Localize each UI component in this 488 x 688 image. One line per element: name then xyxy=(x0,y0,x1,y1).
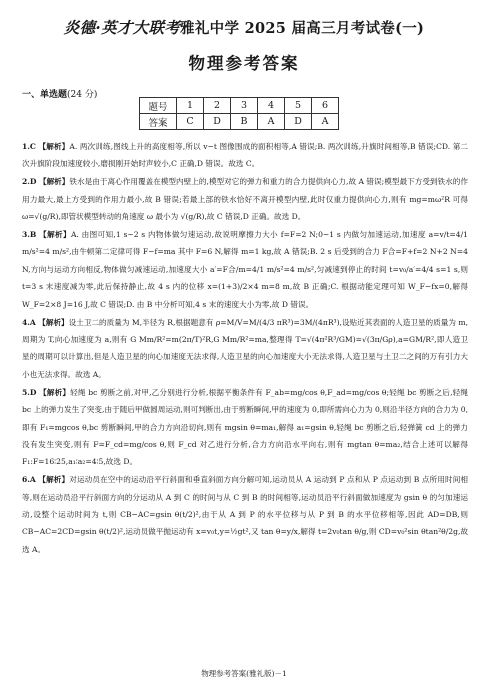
solution-tag: 【解析】 xyxy=(39,387,71,397)
section-score-note: (24 分) xyxy=(67,90,98,100)
solution-tag: 【解析】 xyxy=(38,177,70,187)
solution-text: 对运动员在空中的运动沿平行斜面和垂直斜面方向分解可知,运动员从 A 运动到 P 点和从 P 点运动到 B 点所用时间相等,则在运动员沿平行斜面方向的分运动从 A 到 C 的时间与从 C 到 B 的时间相等,运动员沿平行斜面做加速度为 gsin θ 的匀加速运动,设整个运动时间为 t,则 CB−AC=gsin θ(t/2)²,由于从 A 到 P 的水平位移与从 P 到 B 的水平位移相等,因此 AD=DB,则 CB−AC=2CD=gsin θ(t/2)²,运动员做平抛运动有 x=v₀t,y=½gt²,又 tan θ=y/x,解得 t=2v₀tan θ/g,则 CD=v₀²sin θtan²θ/2g,故选 A。 xyxy=(22,475,469,554)
solution-text: A. 两次训练,图线上升的高度相等,所以 v−t 图像围成的面积相等,A 错误;B. 两次训练,升旗时间相等,B 错误;CD. 第二次升旗阶段加速度较小,磨损刚开始时声较小,C 正确,D 错误。故选 C。 xyxy=(22,142,469,169)
solution-text: 铁水是由于离心作用覆盖在模型内壁上的,模型对它的弹力和重力的合力提供向心力,故 A 错误;模型最下方受到铁水的作用力最大,最上方受到的作用力最小,故 B 错误;若最上部的铁水恰好不离开模型内壁,此时仅重力提供向心力,则有 mg=mω²R 可得 ω=√(g/R),即管状模型转动的角速度 ω 最小为 √(g/R),故 C 错误,D 正确。故选 D。 xyxy=(22,177,468,222)
solution-item xyxy=(22,173,468,225)
section-heading xyxy=(22,87,97,100)
question-number: 5 xyxy=(285,98,312,114)
row-label-answer: 答案 xyxy=(140,114,177,130)
header-brand: 炎德·英才大联考 xyxy=(63,18,181,37)
answer-table xyxy=(139,97,339,130)
answer-cell: A xyxy=(312,114,339,130)
answer-cell: B xyxy=(231,114,258,130)
answer-cell: A xyxy=(258,114,285,130)
row-label-question: 题号 xyxy=(140,98,177,114)
solution-tag: 【解析】 xyxy=(38,142,70,151)
answer-cell: D xyxy=(285,114,312,130)
answer-table-row-answers xyxy=(140,114,339,130)
answer-cell: C xyxy=(177,114,204,130)
header-exam-name: 雅礼中学 2025 届高三月考试卷(一) xyxy=(180,20,425,37)
solution-number: 4.A xyxy=(22,317,36,327)
solution-text: 轻绳 bc 剪断之前,对甲,乙分别进行分析,根据平衡条件有 F_ab=mg/cos θ,F_ad=mg/cos θ;轻绳 bc 剪断之后,轻绳 bc 上的弹力发生了突变,由于随后甲做圆周运动,则可判断出,由于剪断瞬间,甲的速度为 0,即所需向心力为 0,则沿半径方向的合力为 0,即有 F₁=mgcos θ,bc 剪断瞬间,甲的合力方向沿切向,则有 mgsin θ=ma₁,解得 a₁=gsin θ,轻绳 bc 剪断之后,轻弹簧 cd 上的弹力没有发生突变,则有 F=F_cd=mg/cos θ,则 F_cd 对乙进行分析,合力方向沿水平向右,则有 mgtan θ=ma₂,结合上述可以解得 F₁:F=16∶25,a₁∶a₂=4∶5,故选 D。 xyxy=(22,387,469,467)
solution-number: 1.C xyxy=(22,142,36,151)
solution-tag: 【解析】 xyxy=(38,475,70,485)
solution-tag: 【解析】 xyxy=(39,230,71,240)
solution-item xyxy=(22,314,468,384)
solution-item xyxy=(22,471,468,558)
solution-number: 5.D xyxy=(22,387,37,397)
solution-number: 3.B xyxy=(22,230,37,240)
solutions-body xyxy=(22,138,468,559)
question-number: 2 xyxy=(204,98,231,114)
solution-number: 6.A xyxy=(22,475,36,485)
solution-text: 设土卫二的质量为 M,半径为 R,根据题意有 ρ=M/V=M/(4/3 πR³)=3M/(4πR³),设贴近其表面的人造卫星的质量为 m,周期为 T,向心加速度为 a,则有 G Mm/R²=m(2π/T)²R,G Mm/R²=ma,整理得 T=√(4π²R³/GM)=√(3π/Gρ),a=GM/R²,即人造卫星的周期可以计算出,但是人造卫星的向心加速度无法求得,人造卫星的向心加速度大小无法求得,人造卫星与土卫二之间的万有引力大小也无法求得。故选 A。 xyxy=(22,317,468,379)
answer-table-row-numbers xyxy=(140,98,339,114)
question-number: 6 xyxy=(312,98,339,114)
section-label: 一、单选题 xyxy=(22,90,68,100)
exam-header xyxy=(0,16,488,38)
solution-tag: 【解析】 xyxy=(38,317,69,327)
question-number: 1 xyxy=(177,98,204,114)
question-number: 4 xyxy=(258,98,285,114)
answer-cell: D xyxy=(204,114,231,130)
question-number: 3 xyxy=(231,98,258,114)
solution-number: 2.D xyxy=(22,177,37,187)
solution-text: A. 由图可知,1 s~2 s 内物体做匀速运动,故说明摩擦力大小 f=F=2 N;0~1 s 内做匀加速运动,加速度 a=v/t=4/1 m/s²=4 m/s²,由牛顿第二定律可得 F−f=ma 其中 F=6 N,解得 m=1 kg,故 A 错误;B. 2 s 后受到的合力 F合=F+f=2 N+2 N=4 N,方向与运动方向相反,物体做匀减速运动,加速度大小 a′=F合/m=4/1 m/s²=4 m/s²,匀减速到停止的时间 t=v₀/a′=4/4 s=1 s,则 t=3 s 末速度减为零,此后保持静止,故 4 s 内的位移 x=(1+3)/2×4 m=8 m,故 B 正确;C. 根据动能定理可知 W_F−fx=0,解得 W_F=2×8 J=16 J,故 C 错误;D. 由 B 中分析可知,4 s 末的速度大小为零,故 D 错误。 xyxy=(22,230,469,309)
solution-item xyxy=(22,138,468,173)
solution-item xyxy=(22,384,468,471)
page-footer: 物理参考答案(雅礼版)－1 xyxy=(201,669,287,678)
solution-item xyxy=(22,226,468,313)
page-title: 物理参考答案 xyxy=(188,54,300,73)
